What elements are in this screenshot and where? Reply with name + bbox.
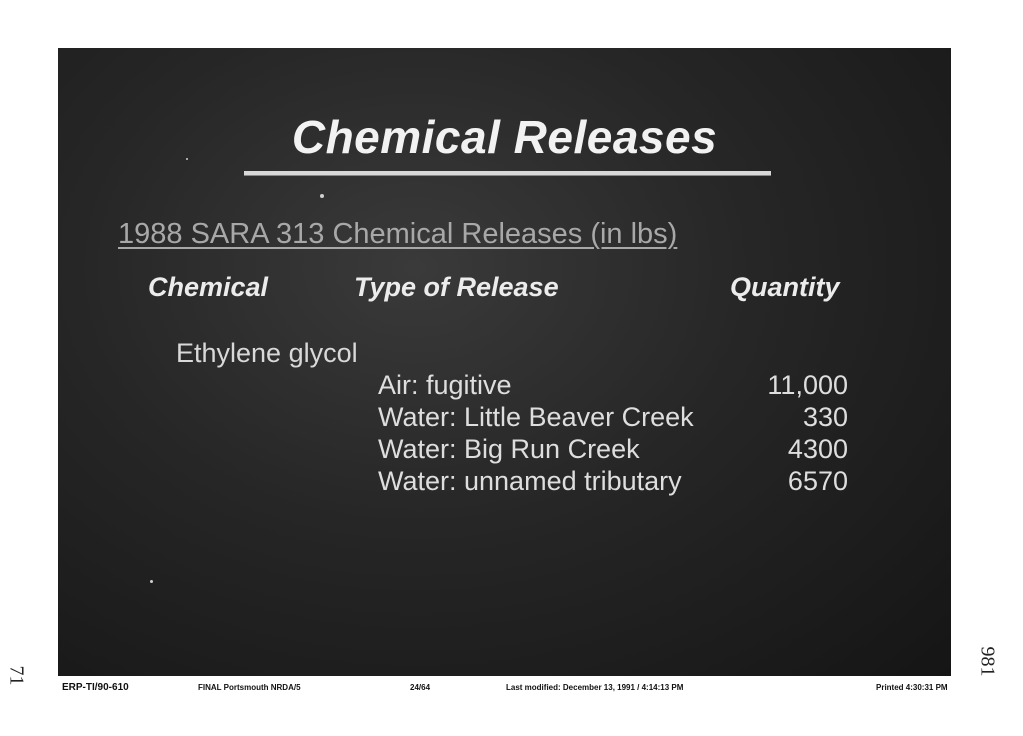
- release-quantity: 330: [802, 402, 848, 432]
- scan-speck: [186, 158, 188, 160]
- slide-subtitle: 1988 SARA 313 Chemical Releases (in lbs): [118, 218, 678, 250]
- margin-number-left: 71: [5, 665, 28, 686]
- release-quantity: 6570: [787, 466, 848, 496]
- scan-speck: [320, 194, 324, 198]
- column-header-chemical: Chemical: [148, 272, 269, 302]
- release-row: [378, 370, 848, 402]
- footer-printed: Printed 4:30:31 PM: [876, 683, 948, 692]
- footer-doc-id: ERP-TI/90-610: [62, 682, 129, 693]
- slide: [58, 48, 951, 676]
- release-quantity: 4300: [787, 434, 848, 464]
- column-header-type: Type of Release: [354, 272, 559, 302]
- release-row: [378, 434, 848, 466]
- margin-number-right: 981: [976, 646, 999, 677]
- scan-speck: [150, 580, 153, 583]
- footer-page: 24/64: [410, 683, 431, 692]
- slide-title: Chemical Releases: [291, 111, 718, 163]
- title-underline: [244, 171, 771, 176]
- release-type: Air: fugitive: [378, 370, 512, 400]
- release-row: [378, 402, 848, 434]
- column-header-quantity: Quantity: [730, 272, 840, 302]
- release-row: [378, 466, 848, 498]
- footer-last-modified: Last modified: December 13, 1991 / 4:14:13 PM: [506, 683, 684, 692]
- release-type: Water: Big Run Creek: [378, 434, 640, 464]
- footer-doc-name: FINAL Portsmouth NRDA/5: [198, 683, 301, 692]
- release-list: [378, 370, 848, 498]
- release-type: Water: unnamed tributary: [378, 466, 682, 496]
- release-quantity: 11,000: [767, 370, 848, 400]
- chemical-name: Ethylene glycol: [176, 338, 358, 368]
- release-type: Water: Little Beaver Creek: [378, 402, 694, 432]
